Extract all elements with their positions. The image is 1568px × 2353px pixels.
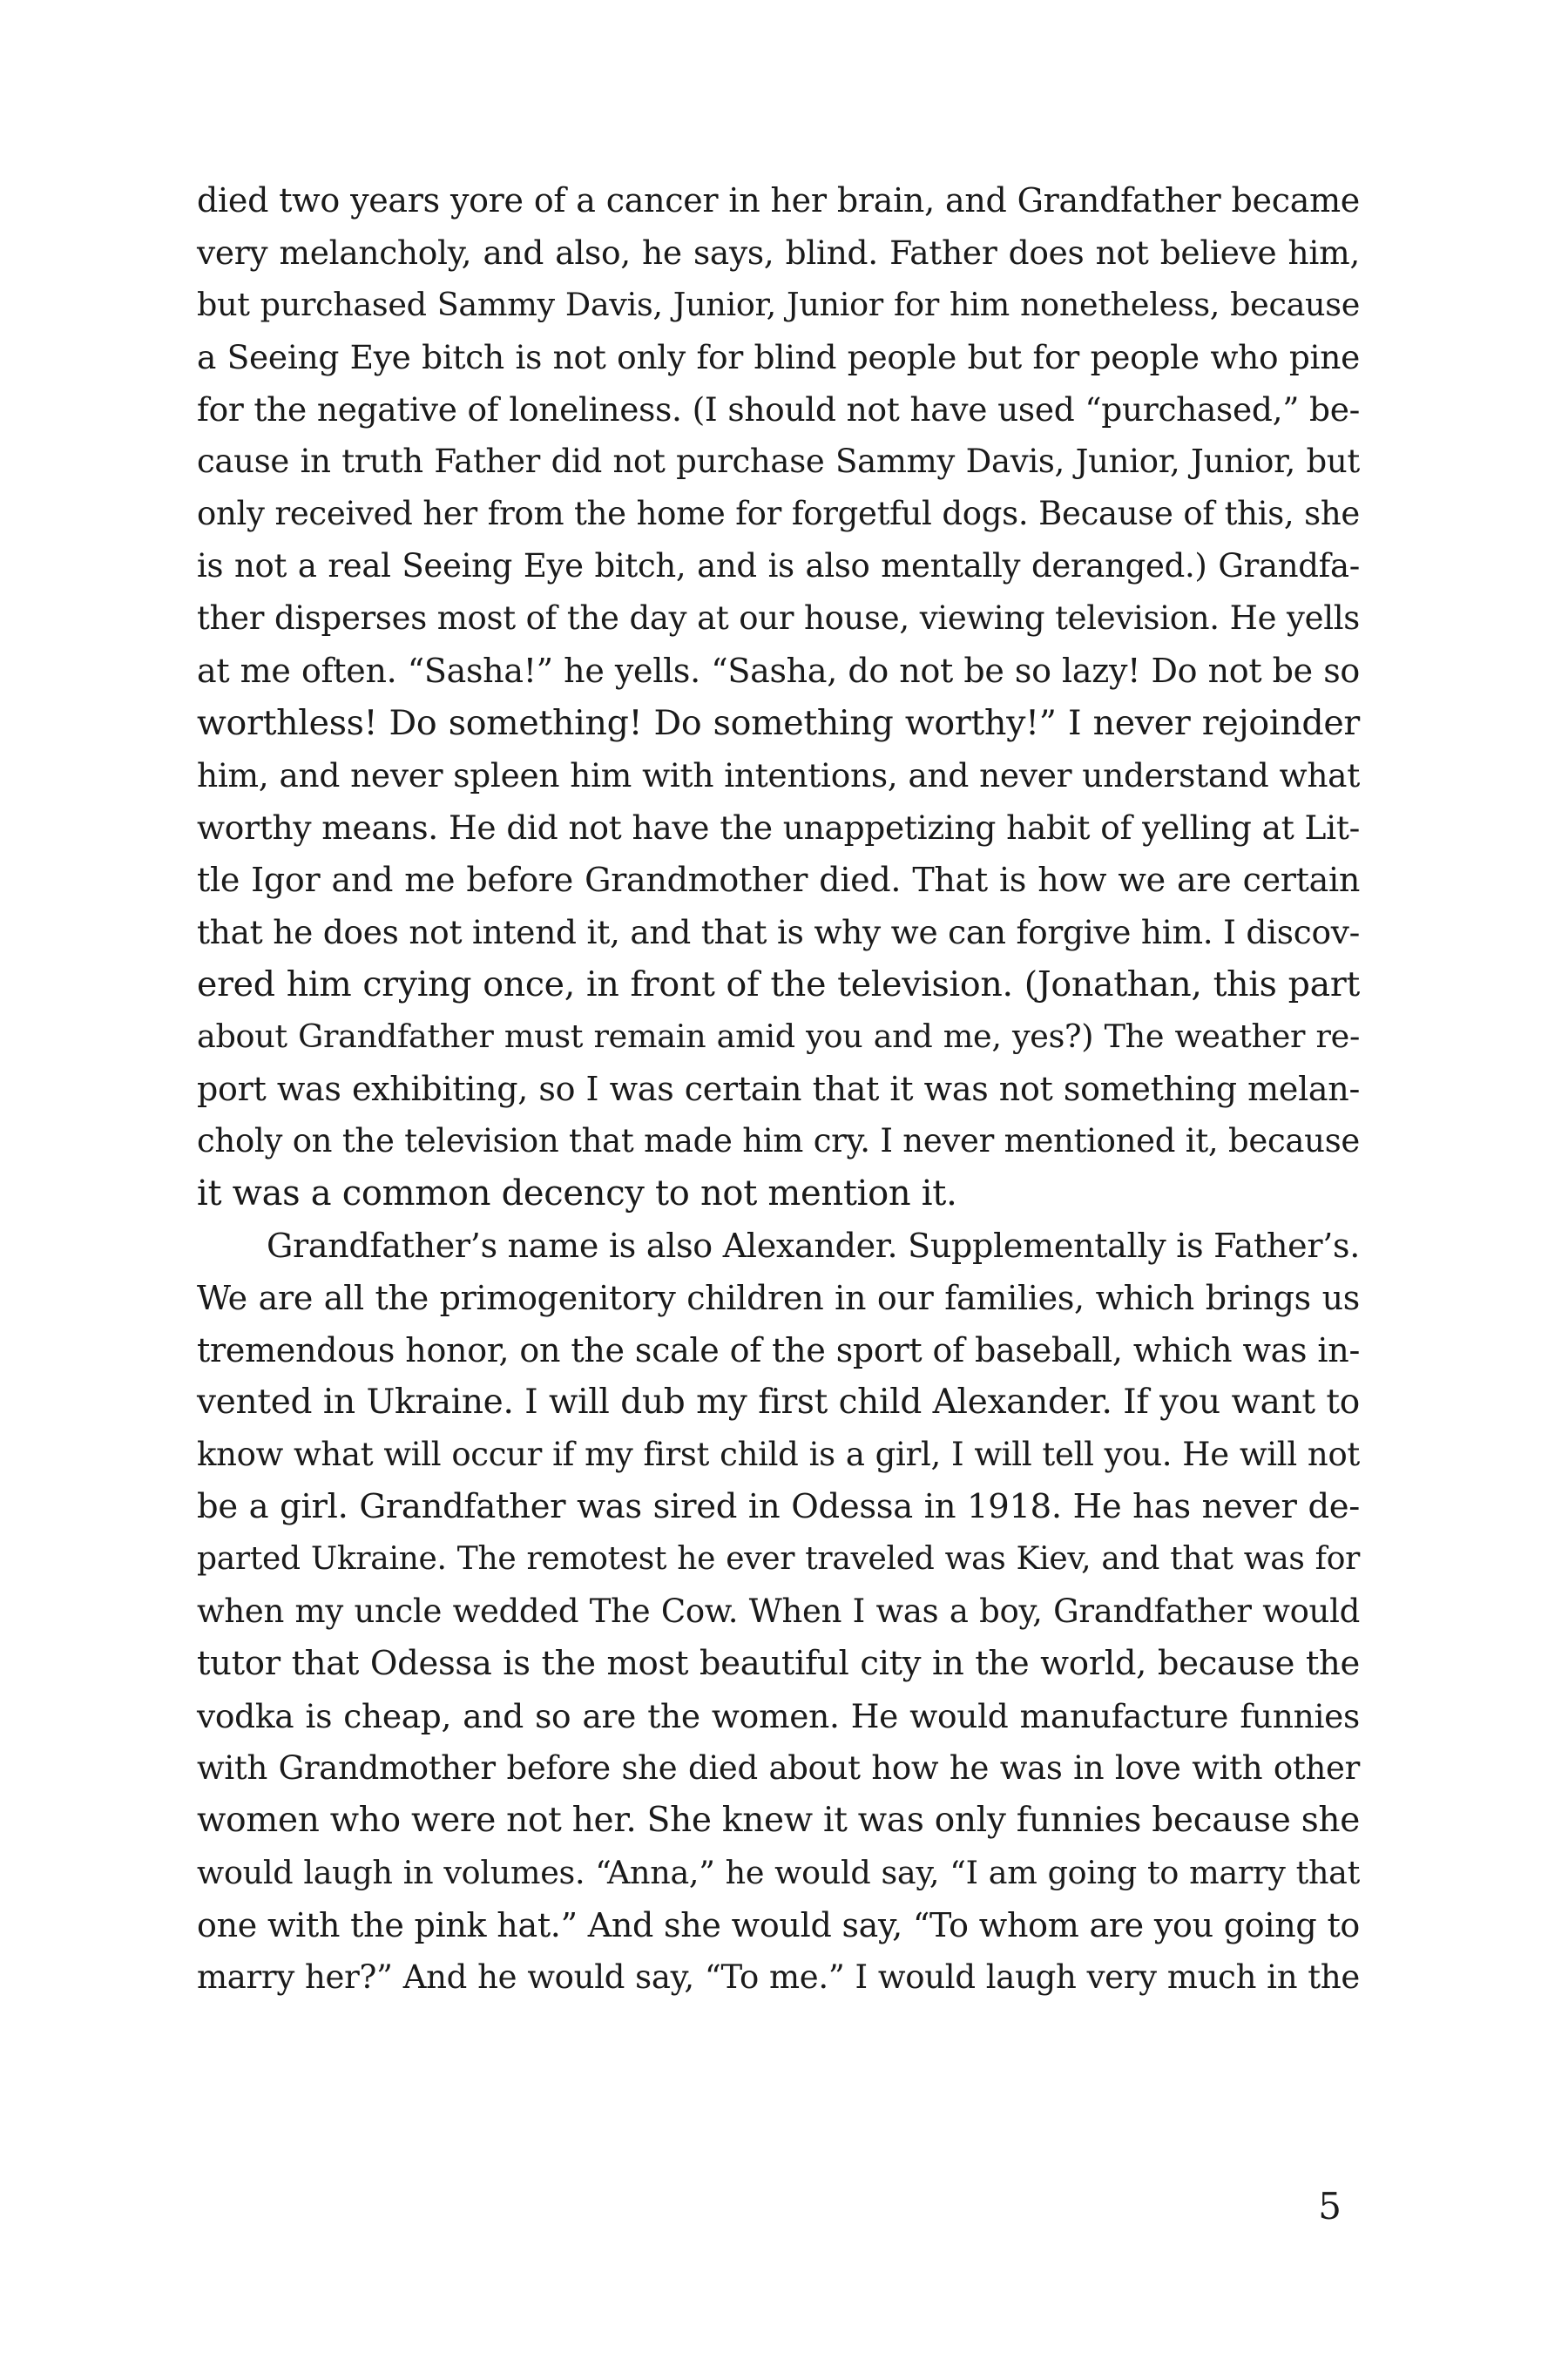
- text-line: very melancholy, and also, he says, blind. Father does not believe him,: [197, 233, 1360, 272]
- paragraph: [197, 174, 1360, 1220]
- text-line: cause in truth Father did not purchase Sammy Davis, Junior, Junior, but: [197, 443, 1360, 480]
- text-line: him, and never spleen him with intentions, and never understand what: [197, 756, 1360, 794]
- text-line: died two years yore of a cancer in her brain, and Grandfather became: [197, 181, 1360, 220]
- text-line: worthless! Do something! Do something worthy!” I never rejoinder: [197, 703, 1360, 743]
- page-number: 5: [1318, 2185, 1342, 2228]
- text-line: about Grandfather must remain amid you and me, yes?) The weather re-: [197, 1018, 1360, 1055]
- text-line: that he does not intend it, and that is why we can forgive him. I discov-: [197, 913, 1360, 951]
- text-line: marry her?” And he would say, “To me.” I would laugh very much in the: [197, 1958, 1360, 1996]
- text-line: We are all the primogenitory children in our families, which brings us: [197, 1279, 1360, 1317]
- text-line: ther disperses most of the day at our house, viewing television. He yells: [197, 599, 1360, 637]
- text-line: parted Ukraine. The remotest he ever traveled was Kiev, and that was for: [197, 1541, 1360, 1577]
- text-line: when my uncle wedded The Cow. When I was a boy, Grandfather would: [197, 1592, 1360, 1630]
- text-line: port was exhibiting, so I was certain that it was not something melan-: [197, 1070, 1360, 1108]
- text-line: choly on the television that made him cry. I never mentioned it, because: [197, 1122, 1360, 1160]
- text-line: at me often. “Sasha!” he yells. “Sasha, do not be so lazy! Do not be so: [197, 652, 1360, 690]
- text-line: vented in Ukraine. I will dub my first child Alexander. If you want to: [197, 1383, 1360, 1422]
- text-line: with Grandmother before she died about how he was in love with other: [197, 1749, 1360, 1787]
- text-line: be a girl. Grandfather was sired in Odessa in 1918. He has never de-: [197, 1487, 1360, 1526]
- text-line: is not a real Seeing Eye bitch, and is also mentally deranged.) Grandfa-: [197, 547, 1360, 585]
- text-line: one with the pink hat.” And she would say, “To whom are you going to: [197, 1906, 1360, 1944]
- text-line: vodka is cheap, and so are the women. He would manufacture funnies: [197, 1697, 1360, 1735]
- text-line: a Seeing Eye bitch is not only for blind people but for people who pine: [197, 338, 1360, 376]
- text-line: tutor that Odessa is the most beautiful city in the world, because the: [197, 1644, 1360, 1683]
- text-line: for the negative of loneliness. (I should not have used “purchased,” be-: [197, 390, 1360, 429]
- text-line: women who were not her. She knew it was only funnies because she: [197, 1801, 1360, 1840]
- text-line: would laugh in volumes. “Anna,” he would say, “I am going to marry that: [197, 1854, 1360, 1891]
- text-line: know what will occur if my first child is a girl, I will tell you. He will not: [197, 1436, 1360, 1473]
- text-line: tremendous honor, on the scale of the sport of baseball, which was in-: [197, 1331, 1360, 1369]
- text-line: ered him crying once, in front of the television. (Jonathan, this part: [197, 964, 1360, 1004]
- text-line: it was a common decency to not mention it.: [197, 1173, 957, 1214]
- body-text: [197, 174, 1360, 2004]
- text-line: tle Igor and me before Grandmother died. That is how we are certain: [197, 861, 1360, 899]
- text-line: only received her from the home for forgetful dogs. Because of this, she: [197, 495, 1360, 532]
- text-line: worthy means. He did not have the unappetizing habit of yelling at Lit-: [197, 808, 1360, 847]
- paragraph: [197, 1220, 1360, 2004]
- text-line: but purchased Sammy Davis, Junior, Junior for him nonetheless, because: [197, 286, 1360, 323]
- text-line: Grandfather’s name is also Alexander. Supplementally is Father’s.: [267, 1227, 1360, 1265]
